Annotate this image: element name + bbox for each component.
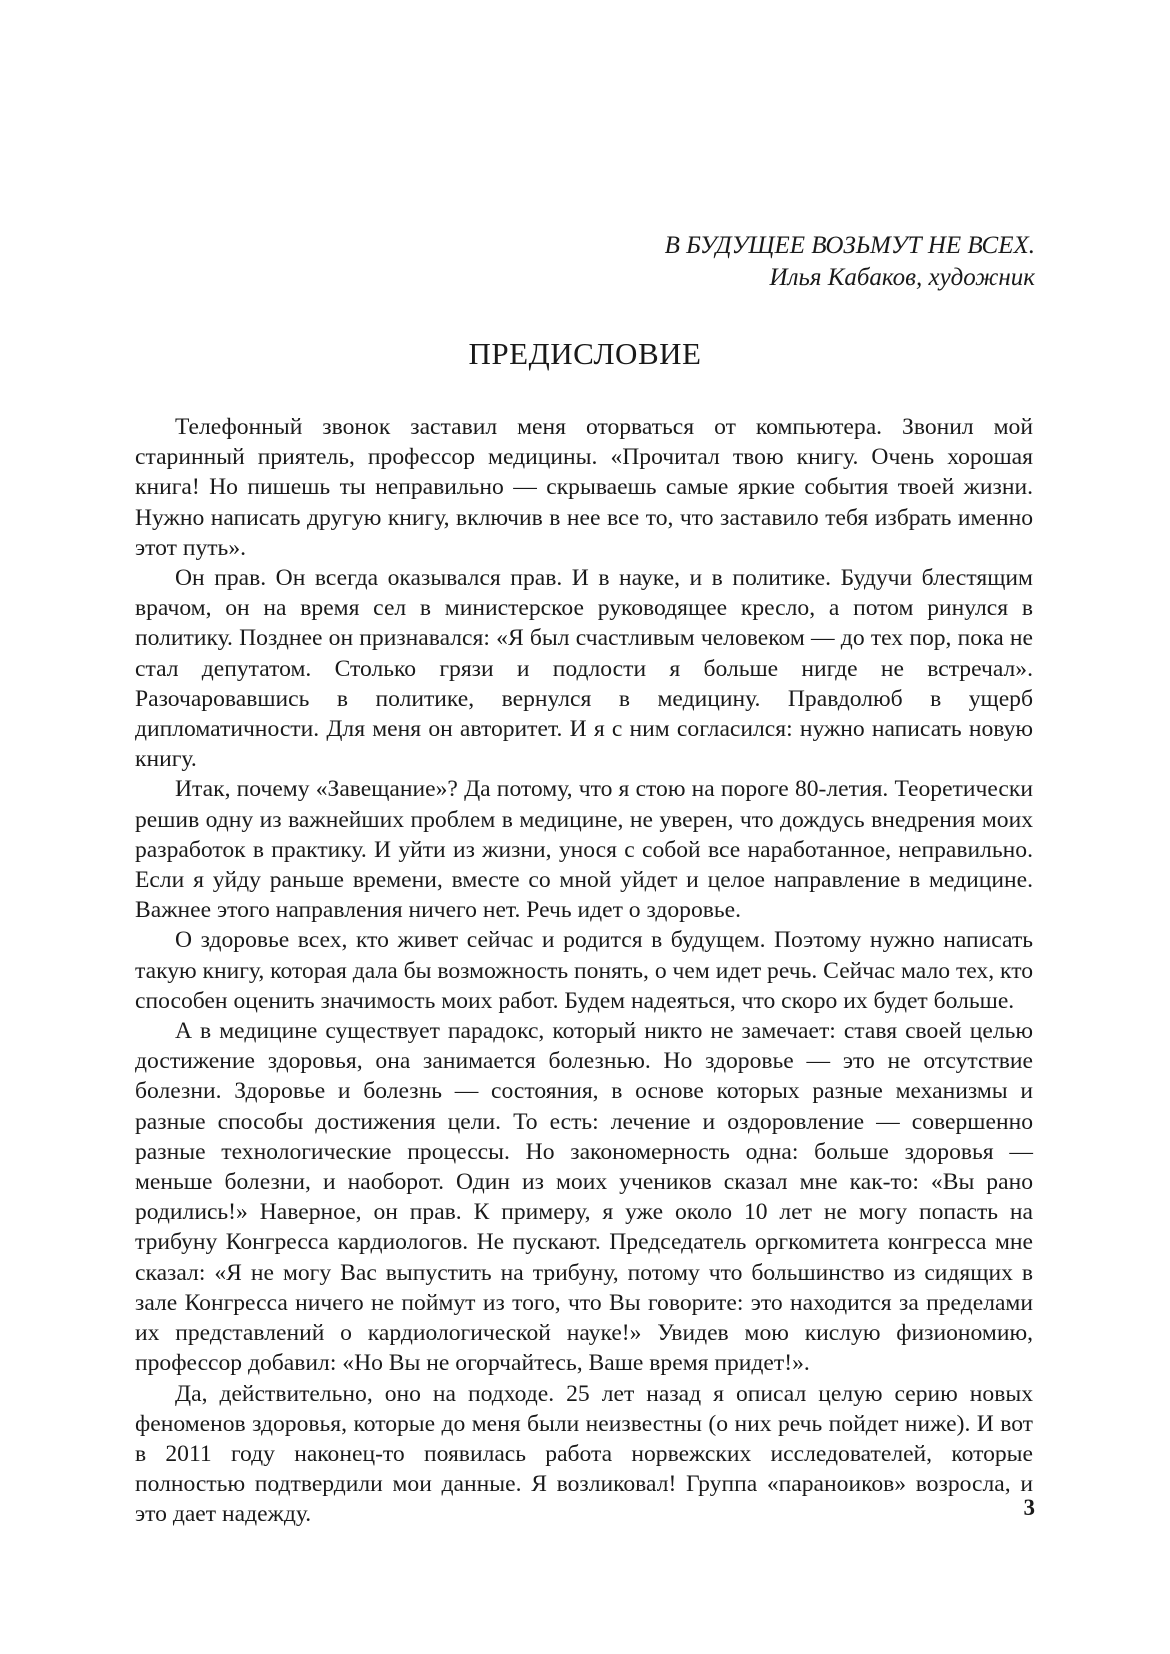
paragraph: Телефонный звонок заставил меня оторваться от компьютера. Звонил мой старинный приятель, профессор медицины. «Прочитал твою книгу. Очень хорошая книга! Но пишешь ты неправильно — скрываешь самые яркие события твоей жизни. Нужно написать другую книгу, включив в нее все то, что заставило тебя избрать именно этот путь».	[135, 414, 1033, 561]
paragraph: А в медицине существует парадокс, который никто не замечает: ставя своей целью достижение здоровья, она занимается болезнью. Но здоровье — это не отсутствие болезни. Здоровье и болезнь — состояния, в основе которых разные механизмы и разные способы достижения цели. То есть: лечение и оздоровление — совершенно разные технологические процессы. Но закономерность одна: больше здоровья — меньше болезни, и наоборот. Один из моих учеников сказал мне как-то: «Вы рано родились!» Наверное, он прав. К примеру, я уже около 10 лет не могу попасть на трибуну Конгресса кардиологов. Не пускают. Председатель оргкомитета конгресса мне сказал: «Я не могу Вас выпустить на трибуну, потому что большинство из сидящих в зале Конгресса ничего не поймут из того, что Вы говорите: это находится за пределами их представлений о кардиологической науке!» Увидев мою кислую физиономию, профессор добавил: «Но Вы не огорчайтесь, Ваше время придет!».	[135, 1018, 1033, 1377]
paragraph: Итак, почему «Завещание»? Да потому, что я стою на пороге 80-летия. Теоретически решив одну из важнейших проблем в медицине, не уверен, что дождусь внедрения моих разработок в практику. И уйти из жизни, унося с собой все наработанное, неправильно. Если я уйду раньше времени, вместе со мной уйдет и целое направление в медицине. Важнее этого направления ничего нет. Речь идет о здоровье.	[135, 776, 1033, 924]
epigraph-quote: В БУДУЩЕЕ ВОЗЬМУТ НЕ ВСЕХ.	[664, 232, 1035, 259]
chapter-title: ПРЕДИСЛОВИЕ	[468, 336, 702, 371]
paragraph: О здоровье всех, кто живет сейчас и родится в будущем. Поэтому нужно написать такую книгу, которая дала бы возможность понять, о чем идет речь. Сейчас мало тех, кто способен оценить значимость моих работ. Будем надеяться, что скоро их будет больше.	[135, 927, 1033, 1014]
body-text	[135, 412, 1033, 1530]
paragraph: Он прав. Он всегда оказывался прав. И в науке, и в политике. Будучи блестящим врачом, он на время сел в министерское руководящее кресло, а потом ринулся в политику. Позднее он признавался: «Я был счастливым человеком — до тех пор, пока не стал депутатом. Столько грязи и подлости я больше нигде не встречал». Разочаровавшись в политике, вернулся в медицину. Правдолюб в ущерб дипломатичности. Для меня он авторитет. И я с ним согласился: нужно написать новую книгу.	[135, 565, 1033, 773]
page-number: 3	[1023, 1495, 1035, 1520]
paragraph: Да, действительно, оно на подходе. 25 лет назад я описал целую серию новых феноменов здоровья, которые до меня были неизвестны (о них речь пойдет ниже). И вот в 2011 году наконец-то появилась работа норвежских исследователей, которые полностью подтвердили мои данные. Я возликовал! Группа «параноиков» возросла, и это дает надежду.	[135, 1380, 1033, 1528]
epigraph-author: Илья Кабаков, художник	[769, 264, 1035, 291]
epigraph	[665, 230, 1035, 294]
